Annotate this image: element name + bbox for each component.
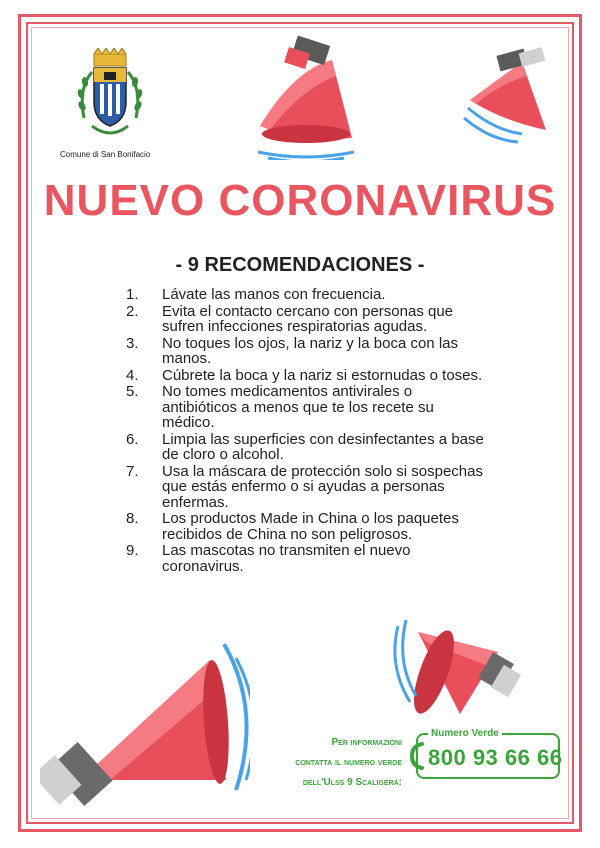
item-number: 7. <box>126 462 139 480</box>
megaphone-icon <box>240 30 370 160</box>
numero-verde-label: Numero Verde <box>428 728 502 739</box>
info-line: contatta il numero verde <box>295 757 402 768</box>
item-number: 6. <box>126 430 139 448</box>
list-item <box>126 543 486 574</box>
list-item <box>126 511 486 542</box>
item-text: Cúbrete la boca y la nariz si estornudas o toses. <box>162 366 483 384</box>
item-text: No tomes medicamentos antivirales o antibióticos a menos que te los recete su médico. <box>162 383 434 431</box>
list-item <box>126 287 486 303</box>
megaphone-icon <box>388 602 528 722</box>
item-number: 5. <box>126 383 139 400</box>
item-number: 3. <box>126 334 139 352</box>
info-line: dell'Ulss 9 Scaligera: <box>302 777 402 788</box>
list-item <box>126 384 486 431</box>
info-line: Per informazioni <box>331 737 402 748</box>
item-text: Los productos Made in China o los paquetes recibidos de China no son peligrosos. <box>162 510 459 543</box>
item-number: 1. <box>126 286 139 303</box>
item-text: Lávate las manos con frecuencia. <box>162 286 386 303</box>
item-number: 8. <box>126 510 139 527</box>
comune-name: Comune di San Bonifacio <box>60 150 151 159</box>
list-item <box>126 368 486 384</box>
poster-subtitle: - 9 RECOMENDACIONES - <box>175 254 425 276</box>
list-item <box>126 304 486 335</box>
phone-icon <box>410 742 426 770</box>
item-number: 9. <box>126 542 139 559</box>
item-text: Las mascotas no transmiten el nuevo coronavirus. <box>162 542 411 575</box>
list-item <box>126 464 486 511</box>
item-number: 4. <box>126 366 139 384</box>
item-text: Usa la máscara de protección solo si sospechas que estás enfermo o si ayudas a personas enfermas. <box>162 462 483 511</box>
item-text: No toques los ojos, la nariz y la boca con las manos. <box>162 334 458 367</box>
item-number: 2. <box>126 302 139 320</box>
recommendations-list <box>126 287 486 575</box>
list-item <box>126 336 486 367</box>
megaphone-icon <box>460 44 560 154</box>
poster-title: NUEVO CORONAVIRUS <box>43 176 557 225</box>
item-text: Evita el contacto cercano con personas que sufren infecciones respiratorias agudas. <box>162 302 454 335</box>
list-item <box>126 432 486 463</box>
crest-icon <box>70 48 150 148</box>
megaphone-icon <box>40 630 250 820</box>
info-text <box>250 733 402 793</box>
numero-verde-number[interactable]: 800 93 66 66 <box>428 745 563 770</box>
item-text: Limpia las superficies con desinfectantes a base de cloro o alcohol. <box>162 430 484 463</box>
